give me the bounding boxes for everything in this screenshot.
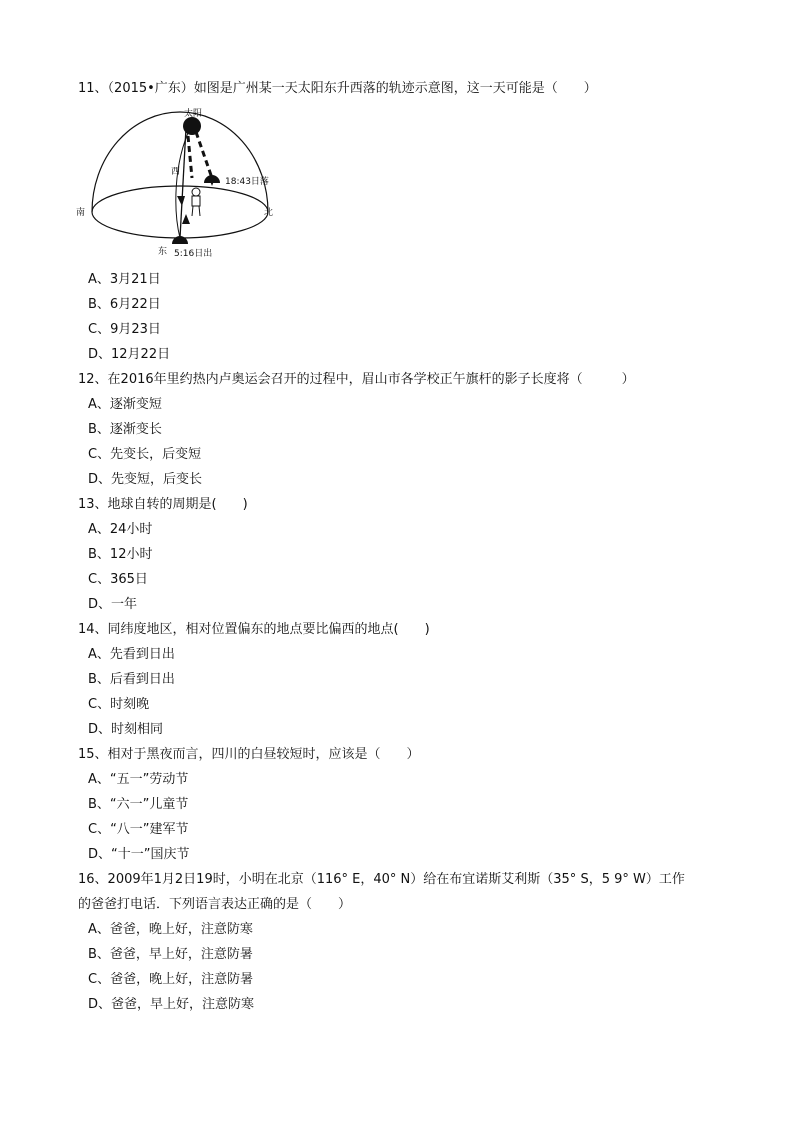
question-16-stem: 16、2009年1月2日19时，小明在北京（116° E，40° N）给在布宜诺斯艾利斯（35° S，5 9° W）工作: [78, 872, 685, 887]
observer-leg-right: [199, 206, 200, 216]
question-11-option-a[interactable]: A、3月21日: [88, 272, 161, 287]
label-east: 东: [158, 247, 168, 257]
sun-rising-icon: [172, 236, 188, 244]
question-13-option-a[interactable]: A、24小时: [88, 522, 153, 537]
sun-setting-icon: [204, 175, 220, 183]
question-12-option-b[interactable]: B、逐渐变长: [88, 422, 162, 437]
question-11-stem: 11、（2015•广东）如图是广州某一天太阳东升西落的轨迹示意图，这一天可能是（ ）: [78, 81, 597, 96]
question-14-option-a[interactable]: A、先看到日出: [88, 647, 175, 662]
observer-head-icon: [192, 188, 200, 196]
label-sunset: 18:43日落: [225, 177, 269, 187]
question-13-option-d[interactable]: D、一年: [88, 597, 138, 612]
question-15-option-c[interactable]: C、“八一”建军节: [88, 822, 189, 837]
question-14-option-d[interactable]: D、时刻相同: [88, 722, 164, 737]
question-14-stem: 14、同纬度地区，相对位置偏东的地点要比偏西的地点( ): [78, 622, 430, 637]
question-16-option-c[interactable]: C、爸爸，晚上好，注意防暑: [88, 972, 254, 987]
arrow-down-small-icon: [177, 196, 185, 206]
question-11-option-b[interactable]: B、6月22日: [88, 297, 161, 312]
question-15-option-d[interactable]: D、“十一”国庆节: [88, 847, 190, 862]
label-sunrise: 5:16日出: [174, 249, 213, 259]
observer-leg-left: [192, 206, 193, 216]
question-16-option-d[interactable]: D、爸爸，早上好，注意防寒: [88, 997, 255, 1012]
sun-path-svg: [74, 104, 284, 264]
label-west: 西: [171, 167, 181, 177]
question-12-option-c[interactable]: C、先变长，后变短: [88, 447, 202, 462]
question-16-option-a[interactable]: A、爸爸，晚上好，注意防寒: [88, 922, 253, 937]
label-north: 北: [264, 208, 274, 218]
question-15-option-a[interactable]: A、“五一”劳动节: [88, 772, 189, 787]
question-13-option-c[interactable]: C、365日: [88, 572, 148, 587]
question-16-stem-continued: 的爸爸打电话．下列语言表达正确的是（ ）: [78, 897, 352, 912]
sun-path-setting-2: [188, 136, 192, 178]
question-15-option-b[interactable]: B、“六一”儿童节: [88, 797, 189, 812]
question-11-option-c[interactable]: C、9月23日: [88, 322, 161, 337]
label-sun: 太阳: [184, 109, 203, 119]
question-16-option-b[interactable]: B、爸爸，早上好，注意防暑: [88, 947, 253, 962]
sun-path-diagram: [74, 104, 284, 264]
question-14-option-b[interactable]: B、后看到日出: [88, 672, 175, 687]
question-13-option-b[interactable]: B、12小时: [88, 547, 153, 562]
question-12-stem: 12、在2016年里约热内卢奥运会召开的过程中，眉山市各学校正午旗杆的影子长度将（ ）: [78, 372, 635, 387]
question-12-option-d[interactable]: D、先变短，后变长: [88, 472, 203, 487]
question-14-option-c[interactable]: C、时刻晚: [88, 697, 150, 712]
question-11-option-d[interactable]: D、12月22日: [88, 347, 171, 362]
sun-noon-icon: [183, 117, 201, 135]
sun-path-setting: [196, 132, 212, 178]
question-12-option-a[interactable]: A、逐渐变短: [88, 397, 162, 412]
arrow-up-icon: [182, 214, 190, 224]
question-15-stem: 15、相对于黑夜而言，四川的白昼较短时，应该是（ ）: [78, 747, 420, 762]
label-south: 南: [76, 208, 86, 218]
question-13-stem: 13、地球自转的周期是( ): [78, 497, 248, 512]
observer-body-icon: [192, 196, 200, 206]
